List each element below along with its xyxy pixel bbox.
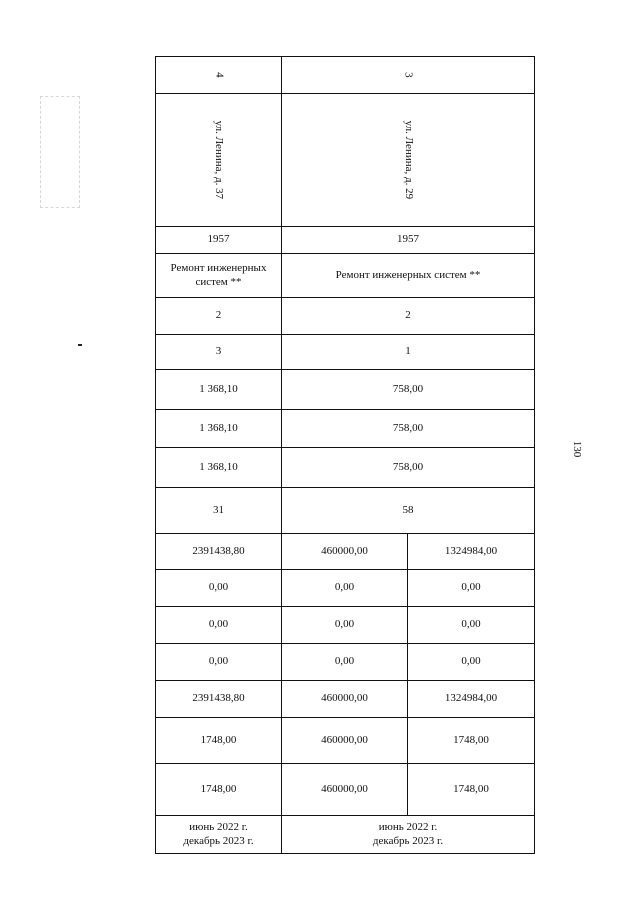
period-end: декабрь 2023 г. (183, 834, 254, 847)
table-row (156, 607, 535, 644)
value-cell: 1748,00 (408, 764, 535, 816)
table-row (156, 644, 535, 681)
table-row (156, 570, 535, 607)
margin-mark (78, 344, 82, 346)
table-row (156, 410, 535, 448)
value-cell: 0,00 (282, 644, 408, 681)
value-cell: 0,00 (282, 607, 408, 644)
table-row (156, 57, 535, 94)
value-cell: 1748,00 (156, 718, 282, 764)
value-cell: 758,00 (282, 370, 535, 410)
column-number-cell: 4 (156, 57, 282, 94)
value-cell: 31 (156, 488, 282, 534)
value-cell: 460000,00 (282, 718, 408, 764)
period-start: июнь 2022 г. (189, 820, 248, 833)
value-cell: 2391438,80 (156, 534, 282, 570)
table-row (156, 335, 535, 370)
table-row (156, 816, 535, 854)
table-row (156, 534, 535, 570)
value-cell: 0,00 (156, 607, 282, 644)
work-type-cell: Ремонт инженерных систем ** (282, 254, 535, 298)
value-cell: 0,00 (408, 607, 535, 644)
table-row (156, 448, 535, 488)
value-cell: 0,00 (408, 644, 535, 681)
value-cell: 1324984,00 (408, 681, 535, 718)
table-row (156, 254, 535, 298)
data-table (155, 56, 535, 854)
period-end: декабрь 2023 г. (372, 834, 444, 847)
value-cell: 0,00 (156, 644, 282, 681)
table-row (156, 718, 535, 764)
period-cell (156, 816, 282, 854)
year-cell: 1957 (156, 227, 282, 254)
value-cell: 758,00 (282, 410, 535, 448)
page-number: 130 (571, 440, 583, 458)
value-cell: 2 (282, 298, 535, 335)
value-cell: 1748,00 (156, 764, 282, 816)
value-cell: 758,00 (282, 448, 535, 488)
faded-stamp (40, 96, 80, 208)
table-row (156, 227, 535, 254)
table-row (156, 94, 535, 227)
column-number-cell: 3 (282, 57, 535, 94)
value-cell: 460000,00 (282, 764, 408, 816)
period-cell (282, 816, 535, 854)
work-type-cell: Ремонт инженерных систем ** (156, 254, 282, 298)
value-cell: 1 368,10 (156, 410, 282, 448)
value-cell: 0,00 (156, 570, 282, 607)
value-cell: 2 (156, 298, 282, 335)
value-cell: 0,00 (282, 570, 408, 607)
value-cell: 1 (282, 335, 535, 370)
address-cell: ул. Ленина, д. 29 (282, 94, 535, 227)
value-cell: 58 (282, 488, 535, 534)
table-row (156, 370, 535, 410)
address-cell: ул. Ленина, д. 37 (156, 94, 282, 227)
value-cell: 1748,00 (408, 718, 535, 764)
value-cell: 3 (156, 335, 282, 370)
value-cell: 1 368,10 (156, 370, 282, 410)
table-row (156, 488, 535, 534)
value-cell: 1 368,10 (156, 448, 282, 488)
period-start: июнь 2022 г. (378, 820, 438, 833)
value-cell: 1324984,00 (408, 534, 535, 570)
table-row (156, 764, 535, 816)
year-cell: 1957 (282, 227, 535, 254)
value-cell: 460000,00 (282, 681, 408, 718)
table-row (156, 681, 535, 718)
table-row (156, 298, 535, 335)
value-cell: 460000,00 (282, 534, 408, 570)
value-cell: 2391438,80 (156, 681, 282, 718)
value-cell: 0,00 (408, 570, 535, 607)
